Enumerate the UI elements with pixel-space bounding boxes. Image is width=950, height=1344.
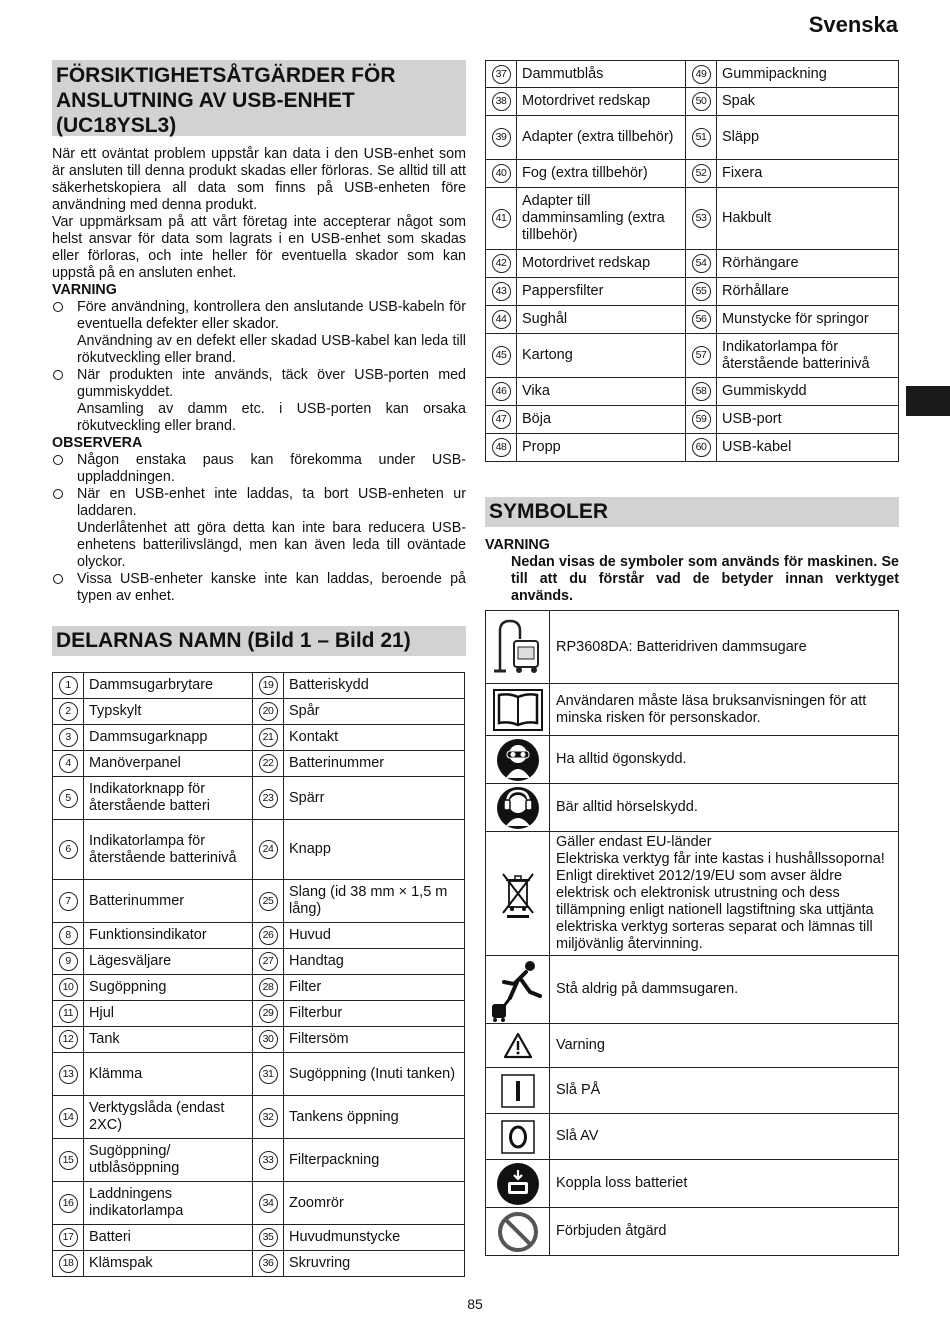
parts-table-right [485,60,899,462]
part-number-cell [253,725,284,751]
part-label: Tank [84,1027,253,1053]
part-label: Skruvring [284,1251,465,1277]
parts-row [53,1225,465,1251]
part-number: 52 [692,164,711,183]
symbol-description: Förbjuden åtgärd [550,1208,899,1256]
part-number: 20 [259,702,278,721]
part-label: Munstycke för springor [717,306,899,334]
part-number: 38 [492,92,511,111]
part-label: Indikatorknapp för återstående batteri [84,777,253,820]
part-number: 9 [59,952,78,971]
symbol-row [486,784,899,832]
part-number: 50 [692,92,711,111]
symbol-row [486,1114,899,1160]
part-number: 41 [492,209,511,228]
parts-row [486,278,899,306]
parts-row [486,434,899,462]
part-label: Sugöppning/ utblåsöppning [84,1139,253,1182]
part-number: 28 [259,978,278,997]
symbol-row [486,1024,899,1068]
symbols-table [485,610,899,1256]
part-label: Slang (id 38 mm × 1,5 m lång) [284,880,465,923]
part-number-cell [53,751,84,777]
part-label: Filtersöm [284,1027,465,1053]
disconnect-battery-icon [486,1160,550,1208]
part-number-cell [53,1225,84,1251]
part-number: 31 [259,1065,278,1084]
parts-row [486,250,899,278]
part-label: Motordrivet redskap [517,88,686,116]
part-label: Filterbur [284,1001,465,1027]
bullet-item: När produkten inte används, täck över USB-porten med gummiskyddet. Ansamling av damm etc. i USB-porten kan orsaka rökutveckling eller brand. [52,367,466,435]
usb-heading: FÖRSIKTIGHETSÅTGÄRDER FÖR ANSLUTNING AV USB-ENHET (UC18YSL3) [52,60,466,136]
part-number-cell [686,306,717,334]
part-number-cell [486,88,517,116]
part-label: USB-kabel [717,434,899,462]
part-number: 7 [59,892,78,911]
part-number-cell [53,1053,84,1096]
symbol-description: Bär alltid hörselskydd. [550,784,899,832]
power-on-icon [486,1068,550,1114]
part-number-cell [53,1096,84,1139]
part-number-cell [686,250,717,278]
part-number: 57 [692,346,711,365]
symbol-description: Användaren måste läsa bruksanvisningen för att minska risken för personskador. [550,684,899,736]
parts-row [53,1251,465,1277]
bullet-item: Någon enstaka paus kan förekomma under USB-uppladdningen. [52,452,466,486]
part-number: 22 [259,754,278,773]
part-number-cell [253,975,284,1001]
part-label: Kartong [517,334,686,378]
part-number: 8 [59,926,78,945]
parts-row [53,1027,465,1053]
part-label: Klämma [84,1053,253,1096]
part-label: Släpp [717,116,899,160]
part-label: Sughål [517,306,686,334]
part-number-cell [53,1251,84,1277]
part-number: 59 [692,410,711,429]
eye-protection-icon [486,736,550,784]
part-label: Huvudmunstycke [284,1225,465,1251]
read-manual-icon [486,684,550,736]
parts-heading: DELARNAS NAMN (Bild 1 – Bild 21) [52,626,466,656]
part-number: 17 [59,1228,78,1247]
part-number-cell [53,699,84,725]
part-label: Hjul [84,1001,253,1027]
parts-row [53,1053,465,1096]
part-number: 54 [692,254,711,273]
part-label: Batterinummer [84,880,253,923]
symbols-intro [485,537,899,605]
usb-paragraph: När ett oväntat problem uppstår kan data i den USB-enhet som är ansluten till denna produkt skadas eller förloras. Se alltid till att säkerhetskopiera all data som finns på USB-enheten före användning med denna produkt. [52,146,466,213]
part-number: 18 [59,1254,78,1273]
part-number: 53 [692,209,711,228]
part-number-cell [486,188,517,250]
part-number: 2 [59,702,78,721]
part-number-cell [486,250,517,278]
part-number-cell [486,278,517,306]
part-number: 3 [59,728,78,747]
part-number-cell [686,188,717,250]
part-number: 49 [692,65,711,84]
part-number-cell [53,923,84,949]
part-number: 33 [259,1151,278,1170]
part-label: Indikatorlampa för återstående batterinivå [717,334,899,378]
language-label: Svenska [808,12,898,37]
part-label: Tankens öppning [284,1096,465,1139]
part-number: 23 [259,789,278,808]
part-number: 58 [692,382,711,401]
symbols-heading: SYMBOLER [485,497,899,527]
parts-row [486,406,899,434]
parts-row [53,1001,465,1027]
part-label: USB-port [717,406,899,434]
part-number-cell [253,1182,284,1225]
part-number-cell [486,406,517,434]
symbol-description: Slå PÅ [550,1068,899,1114]
parts-row [53,1096,465,1139]
parts-row [53,673,465,699]
part-number-cell [253,1139,284,1182]
symbol-description: Gäller endast EU-länder Elektriska verktyg får inte kastas i hushållssoporna! Enligt direktivet 2012/19/EU som avser äldre elektrisk och elektronisk utrustning och dess tillämpning enligt nationell lagstiftning ska uttjänta elektriska verktyg sorteras separat och lämnas till miljövänlig återvinning. [550,832,899,956]
part-label: Kontakt [284,725,465,751]
part-number-cell [253,751,284,777]
part-number-cell [253,1027,284,1053]
warning-label: VARNING [52,282,117,298]
part-label: Fog (extra tillbehör) [517,160,686,188]
part-label: Filterpackning [284,1139,465,1182]
symbol-row [486,832,899,956]
part-label: Rörhängare [717,250,899,278]
usb-paragraph: Var uppmärksam på att vårt företag inte accepterar något som helst ansvar för data som lagrats i en USB-enhet som skadas eller förloras, och inte heller för eventuella skador som kan uppstå på en ansluten enhet. [52,214,466,281]
part-label: Vika [517,378,686,406]
part-number-cell [253,1251,284,1277]
parts-row [53,820,465,880]
part-label: Klämspak [84,1251,253,1277]
part-number-cell [686,278,717,306]
prohibited-icon [486,1208,550,1256]
bullet-item: Vissa USB-enheter kanske inte kan laddas, beroende på typen av enhet. [52,571,466,605]
bullet-item: Före användning, kontrollera den anslutande USB-kabeln för eventuella defekter eller skador. Användning av en defekt eller skadad USB-kabel kan leda till rökutveckling eller brand. [52,299,466,367]
part-number: 14 [59,1108,78,1127]
part-label: Batteri [84,1225,253,1251]
part-number-cell [686,61,717,88]
part-number-cell [486,378,517,406]
part-number-cell [253,820,284,880]
part-number-cell [53,1027,84,1053]
part-number-cell [253,880,284,923]
part-label: Typskylt [84,699,253,725]
symbol-description: Koppla loss batteriet [550,1160,899,1208]
part-number-cell [53,880,84,923]
part-label: Laddningens indikatorlampa [84,1182,253,1225]
part-number-cell [486,334,517,378]
symbol-description: Stå aldrig på dammsugaren. [550,956,899,1024]
no-standing-icon [486,956,550,1024]
part-number: 32 [259,1108,278,1127]
part-label: Dammsugarknapp [84,725,253,751]
part-number-cell [53,777,84,820]
parts-row [486,88,899,116]
part-number-cell [253,1053,284,1096]
part-label: Adapter (extra tillbehör) [517,116,686,160]
part-label: Dammutblås [517,61,686,88]
part-number-cell [686,378,717,406]
parts-row [53,725,465,751]
part-number-cell [53,1001,84,1027]
part-number: 16 [59,1194,78,1213]
parts-row [486,61,899,88]
part-number: 13 [59,1065,78,1084]
warning-triangle-icon [486,1024,550,1068]
part-number-cell [486,160,517,188]
part-number: 29 [259,1004,278,1023]
part-number: 26 [259,926,278,945]
symbols-intro-text: Nedan visas de symboler som används för maskinen. Se till att du förstår vad de betyder innan verktyget används. [511,554,899,604]
part-label: Pappersfilter [517,278,686,306]
part-number: 19 [259,676,278,695]
part-number: 51 [692,128,711,147]
symbol-row [486,684,899,736]
part-number: 36 [259,1254,278,1273]
part-number-cell [686,88,717,116]
part-label: Indikatorlampa för återstående batterinivå [84,820,253,880]
part-number-cell [53,975,84,1001]
part-number: 48 [492,438,511,457]
parts-row [53,751,465,777]
part-number-cell [486,61,517,88]
bullet-circle-icon [53,574,63,584]
part-number: 21 [259,728,278,747]
part-label: Propp [517,434,686,462]
part-label: Adapter till damminsamling (extra tillbehör) [517,188,686,250]
bullet-circle-icon [53,302,63,312]
part-number-cell [686,160,717,188]
part-number-cell [253,777,284,820]
part-number-cell [253,1096,284,1139]
part-label: Verktygslåda (endast 2XC) [84,1096,253,1139]
parts-row [53,777,465,820]
part-number: 10 [59,978,78,997]
part-number-cell [253,1225,284,1251]
part-number: 39 [492,128,511,147]
part-label: Funktionsindikator [84,923,253,949]
bullet-circle-icon [53,489,63,499]
symbol-row [486,1068,899,1114]
part-number: 5 [59,789,78,808]
parts-table-left [52,672,465,1277]
parts-row [486,378,899,406]
part-label: Fixera [717,160,899,188]
parts-row [53,975,465,1001]
part-number: 6 [59,840,78,859]
bullet-circle-icon [53,455,63,465]
part-number-cell [253,923,284,949]
part-label: Motordrivet redskap [517,250,686,278]
usb-body [52,146,466,605]
vacuum-cleaner-icon [486,611,550,684]
symbol-row [486,956,899,1024]
part-number: 43 [492,282,511,301]
usb-section [52,60,466,605]
part-label: Batteriskydd [284,673,465,699]
parts-row [53,949,465,975]
part-number-cell [53,820,84,880]
part-label: Sugöppning [84,975,253,1001]
symbol-row [486,736,899,784]
weee-bin-icon [486,832,550,956]
part-number-cell [686,406,717,434]
part-number-cell [253,699,284,725]
part-number: 27 [259,952,278,971]
part-number-cell [53,949,84,975]
symbol-description: RP3608DA: Batteridriven dammsugare [550,611,899,684]
part-label: Knapp [284,820,465,880]
part-number: 56 [692,310,711,329]
part-number-cell [686,116,717,160]
parts-row [53,880,465,923]
part-number-cell [253,673,284,699]
part-number: 4 [59,754,78,773]
part-label: Rörhållare [717,278,899,306]
note-label: OBSERVERA [52,435,143,451]
part-number: 15 [59,1151,78,1170]
symbol-description: Slå AV [550,1114,899,1160]
part-number: 42 [492,254,511,273]
part-number-cell [486,116,517,160]
part-number-cell [53,1139,84,1182]
part-label: Sugöppning (Inuti tanken) [284,1053,465,1096]
part-label: Böja [517,406,686,434]
part-number: 12 [59,1030,78,1049]
part-label: Filter [284,975,465,1001]
symbol-row [486,1208,899,1256]
part-number-cell [486,434,517,462]
ear-protection-icon [486,784,550,832]
part-number: 24 [259,840,278,859]
part-label: Manöverpanel [84,751,253,777]
parts-row [53,1139,465,1182]
part-number: 55 [692,282,711,301]
parts-row [486,160,899,188]
part-label: Spår [284,699,465,725]
part-label: Huvud [284,923,465,949]
power-off-icon [486,1114,550,1160]
section-tab-marker [906,386,950,416]
part-number: 45 [492,346,511,365]
part-number-cell [253,949,284,975]
part-label: Gummiskydd [717,378,899,406]
part-number-cell [53,673,84,699]
part-number: 1 [59,676,78,695]
part-number: 30 [259,1030,278,1049]
part-label: Spak [717,88,899,116]
part-label: Zoomrör [284,1182,465,1225]
part-number: 37 [492,65,511,84]
part-label: Handtag [284,949,465,975]
part-number-cell [686,434,717,462]
part-number: 11 [59,1004,78,1023]
part-number: 40 [492,164,511,183]
part-number: 44 [492,310,511,329]
part-label: Spärr [284,777,465,820]
warning-label: VARNING [485,537,550,553]
part-number-cell [53,1182,84,1225]
part-label: Batterinummer [284,751,465,777]
bullet-item: När en USB-enhet inte laddas, ta bort USB-enheten ur laddaren. Underlåtenhet att göra detta kan inte bara reducera USB-enhetens batterilivslängd, men kan även leda till oväntade olyckor. [52,486,466,571]
part-number: 47 [492,410,511,429]
parts-row [53,699,465,725]
parts-row [53,1182,465,1225]
parts-row [486,334,899,378]
part-number: 25 [259,892,278,911]
part-number: 46 [492,382,511,401]
page-number: 85 [467,1296,483,1312]
part-number: 35 [259,1228,278,1247]
parts-row [486,306,899,334]
parts-row [53,923,465,949]
symbol-description: Ha alltid ögonskydd. [550,736,899,784]
parts-row [486,116,899,160]
part-label: Lägesväljare [84,949,253,975]
symbol-row [486,611,899,684]
symbol-description: Varning [550,1024,899,1068]
parts-row [486,188,899,250]
part-number: 34 [259,1194,278,1213]
part-number-cell [53,725,84,751]
symbol-row [486,1160,899,1208]
part-number-cell [253,1001,284,1027]
part-number: 60 [692,438,711,457]
part-label: Dammsugarbrytare [84,673,253,699]
part-label: Hakbult [717,188,899,250]
part-number-cell [686,334,717,378]
part-label: Gummipackning [717,61,899,88]
part-number-cell [486,306,517,334]
bullet-circle-icon [53,370,63,380]
